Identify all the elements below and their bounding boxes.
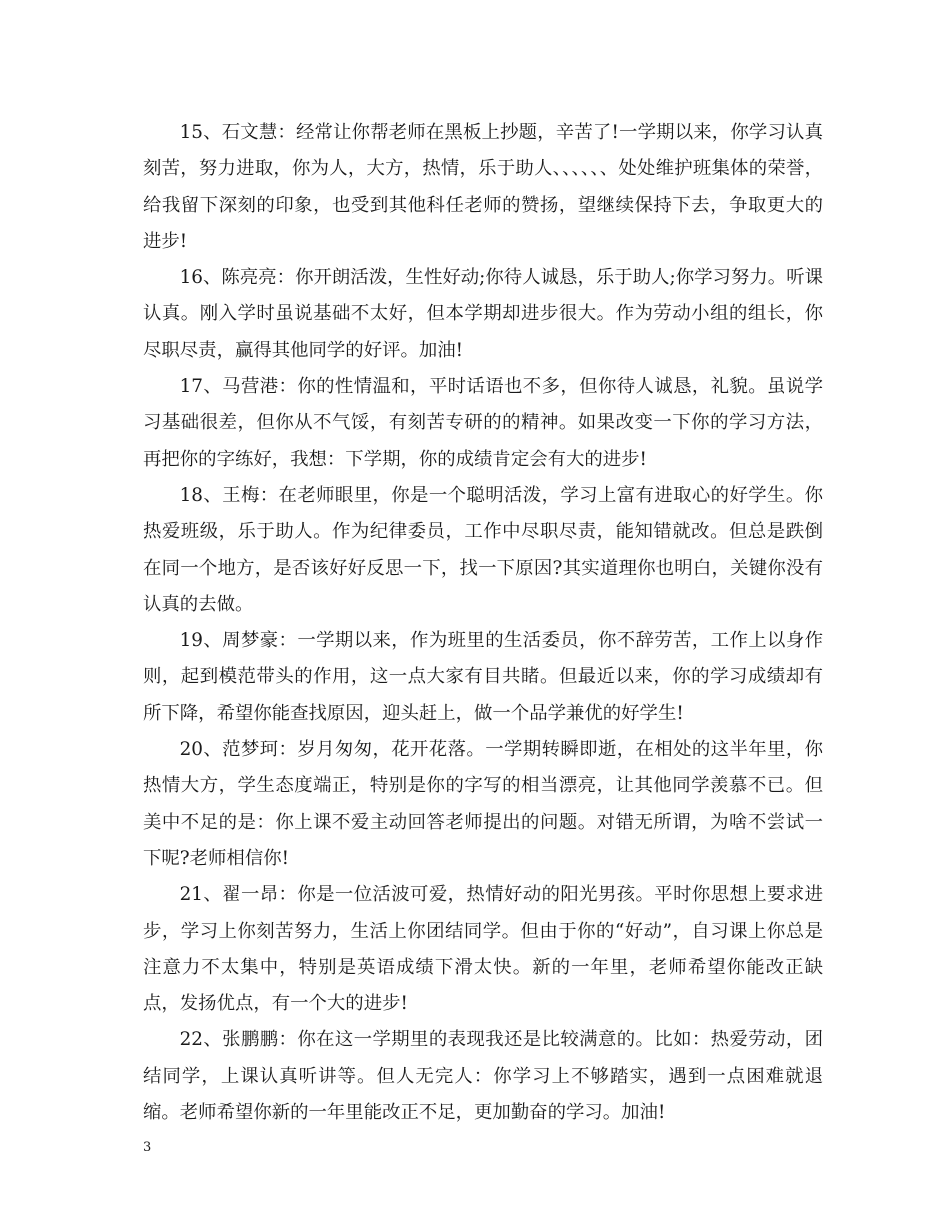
comment-paragraph-16: 16、陈亮亮：你开朗活泼，生性好动;你待人诚恳，乐于助人;你学习努力。听课认真。刚入学时虽说基础不太好，但本学期却进步很大。作为劳动小组的组长，你尽职尽责，赢得其他同学的好评。加油! bbox=[143, 267, 823, 361]
comment-paragraph-22: 22、张鹏鹏：你在这一学期里的表现我还是比较满意的。比如：热爱劳动，团结同学，上课认真听讲等。但人无完人：你学习上不够踏实，遇到一点困难就退缩。老师希望你新的一年里能改正不足，更加勤奋的学习。加油! bbox=[143, 1029, 823, 1124]
comment-paragraph-15: 15、石文慧：经常让你帮老师在黑板上抄题，辛苦了!一学期以来，你学习认真刻苦，努力进取，你为人，大方，热情，乐于助人、、、、、、处处维护班集体的荣誉，给我留下深刻的印象，也受到其他科任老师的赞扬，望继续保持下去，争取更大的进步! bbox=[143, 122, 823, 252]
page-number: 3 bbox=[143, 1140, 152, 1155]
comment-paragraph-17: 17、马营港：你的性情温和，平时话语也不多，但你待人诚恳，礼貌。虽说学习基础很差，但你从不气馁，有刻苦专研的的精神。如果改变一下你的学习方法，再把你的字练好，我想：下学期，你的成绩肯定会有大的进步! bbox=[143, 376, 823, 470]
document-body bbox=[143, 115, 823, 1131]
comment-paragraph-20: 20、范梦珂：岁月匆匆，花开花落。一学期转瞬即逝，在相处的这半年里，你热情大方，学生态度端正，特别是你的字写的相当漂亮，让其他同学羡慕不已。但美中不足的是：你上课不爱主动回答老师提出的问题。对错无所谓，为啥不尝试一下呢?老师相信你! bbox=[143, 739, 823, 869]
comment-paragraph-21: 21、翟一昂：你是一位活波可爱，热情好动的阳光男孩。平时你思想上要求进步，学习上你刻苦努力，生活上你团结同学。但由于你的“好动”，自习课上你总是注意力不太集中，特别是英语成绩下滑太快。新的一年里，老师希望你能改正缺点，发扬优点，有一个大的进步! bbox=[143, 884, 823, 1015]
comment-paragraph-18: 18、王梅：在老师眼里，你是一个聪明活泼，学习上富有进取心的好学生。你热爱班级，乐于助人。作为纪律委员，工作中尽职尽责，能知错就改。但总是跌倒在同一个地方，是否该好好反思一下，找一下原因?其实道理你也明白，关键你没有认真的去做。 bbox=[143, 484, 823, 615]
comment-paragraph-19: 19、周梦豪：一学期以来，作为班里的生活委员，你不辞劳苦，工作上以身作则，起到模范带头的作用，这一点大家有目共睹。但最近以来，你的学习成绩却有所下降，希望你能查找原因，迎头赶上，做一个品学兼优的好学生! bbox=[143, 630, 823, 724]
